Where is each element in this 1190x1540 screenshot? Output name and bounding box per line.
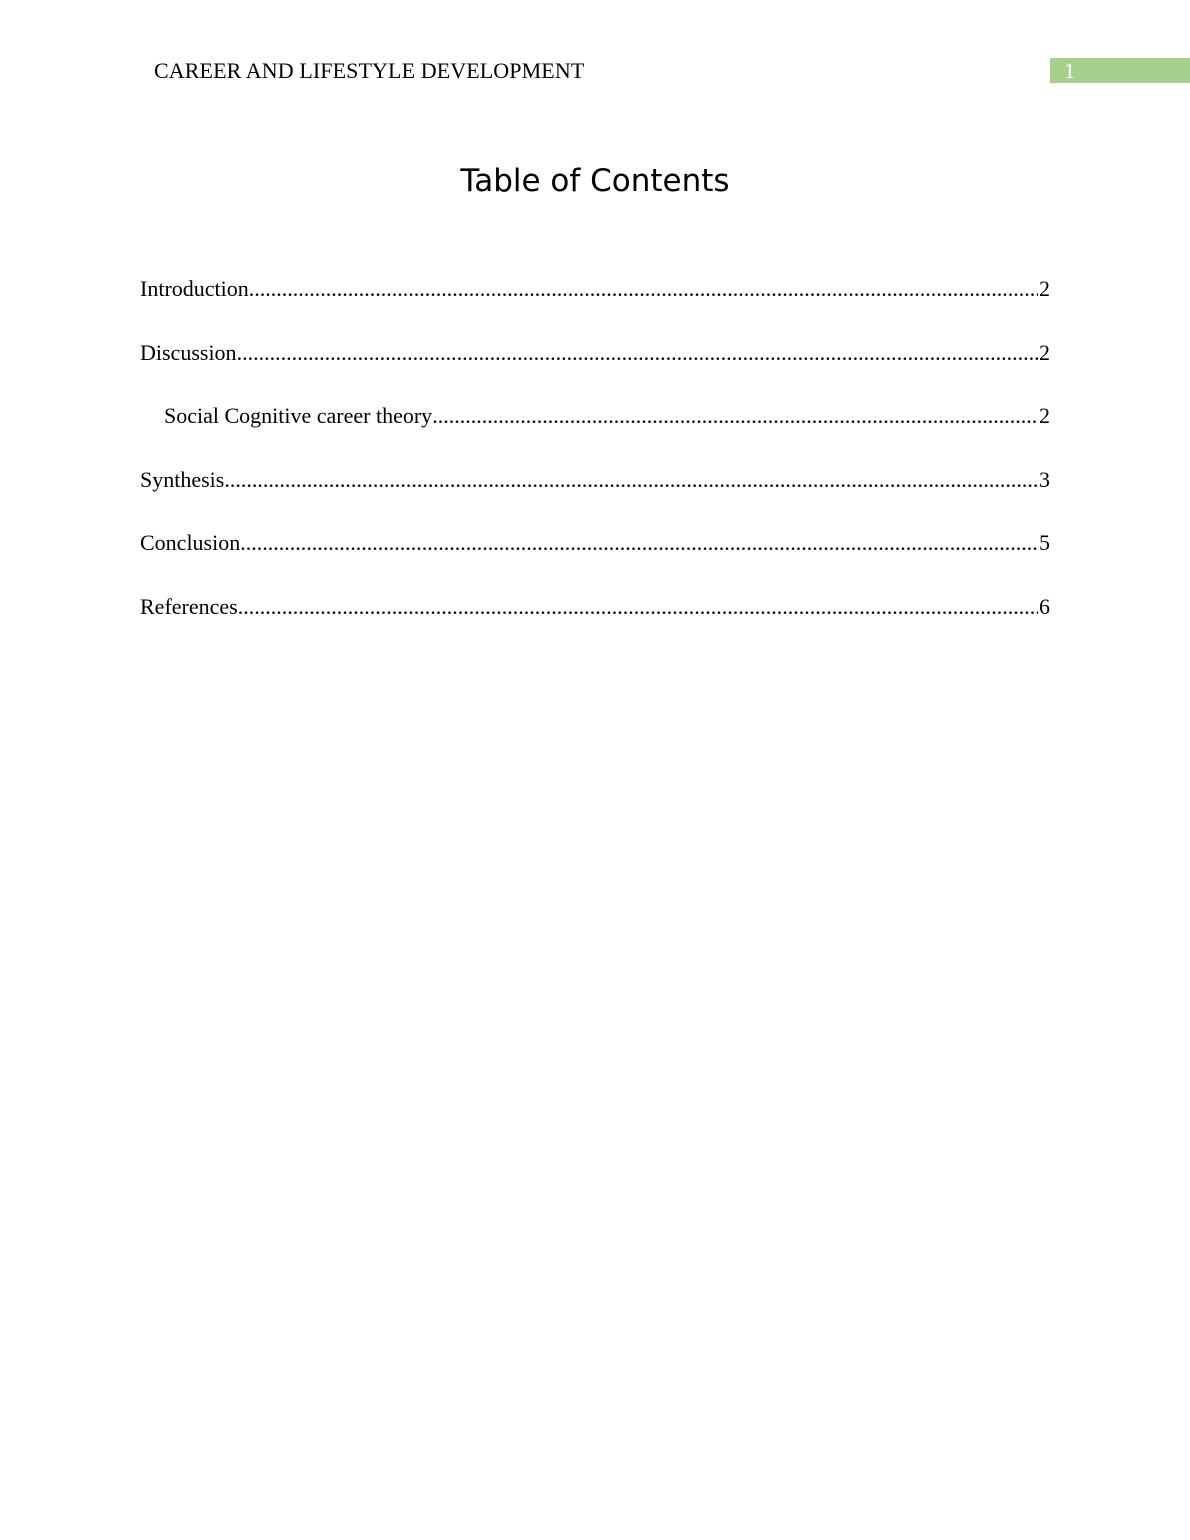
toc-entry-page: 3 xyxy=(1039,466,1050,492)
toc-dot-leader xyxy=(240,528,1038,558)
toc-entry-synthesis[interactable] xyxy=(140,465,1050,529)
toc-dot-leader xyxy=(224,465,1038,495)
toc-entry-page: 5 xyxy=(1039,530,1050,555)
toc-entry-label: Synthesis xyxy=(140,466,225,492)
toc-dot-leader xyxy=(249,274,1038,304)
toc-entry-social-cognitive-career-theory[interactable] xyxy=(140,401,1050,465)
toc-entry-page: 2 xyxy=(1039,276,1050,301)
toc-entry-label: Discussion xyxy=(140,339,237,365)
toc-entry-introduction[interactable] xyxy=(140,274,1050,338)
toc-list xyxy=(140,274,1050,655)
toc-entry-page: 6 xyxy=(1039,593,1050,619)
page-number-badge xyxy=(1050,58,1190,83)
toc-entry-label: Social Cognitive career theory xyxy=(164,403,433,428)
toc-entry-page: 2 xyxy=(1039,339,1050,365)
toc-entry-label: Introduction xyxy=(140,276,249,301)
page-number: 1 xyxy=(1064,58,1075,83)
toc-entry-discussion[interactable] xyxy=(140,338,1050,402)
toc-title: Table of Contents xyxy=(460,163,730,199)
toc-entry-page: 2 xyxy=(1039,403,1050,428)
running-head: CAREER AND LIFESTYLE DEVELOPMENT xyxy=(154,58,585,83)
toc-dot-leader xyxy=(238,592,1038,622)
toc-entry-label: Conclusion xyxy=(140,530,241,555)
toc-dot-leader xyxy=(237,338,1038,368)
toc-entry-references[interactable] xyxy=(140,592,1050,656)
toc-entry-conclusion[interactable] xyxy=(140,528,1050,592)
toc-dot-leader xyxy=(432,401,1038,431)
toc-entry-label: References xyxy=(140,593,238,619)
